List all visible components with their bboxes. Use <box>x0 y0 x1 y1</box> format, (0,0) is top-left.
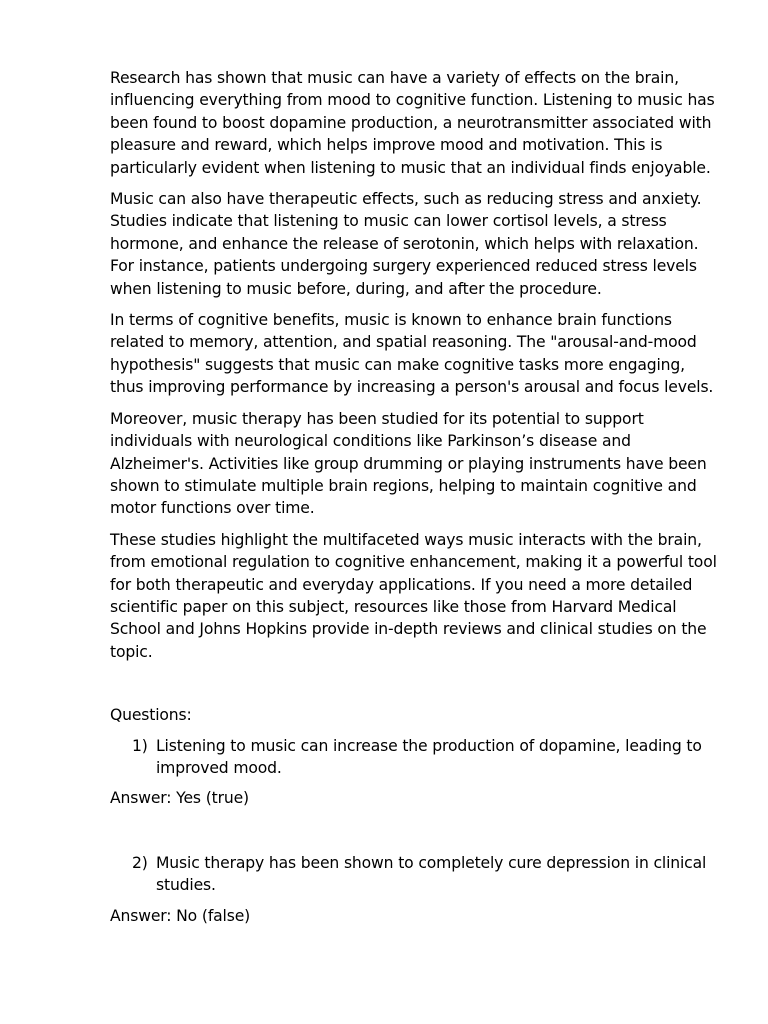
question-text: Listening to music can increase the production of dopamine, leading to improved mood. <box>156 736 702 777</box>
question-item <box>132 852 720 897</box>
paragraph-dopamine: Research has shown that music can have a variety of effects on the brain, influencing everything from mood to cognitive function. Listening to music has been found to boost dopamine production, a neurotransmitter associated with pleasure and reward, which helps improve mood and motivation. This is particularly evident when listening to music that an individual finds enjoyable. <box>110 69 715 177</box>
answer-text: Answer: No (false) <box>110 906 251 925</box>
paragraph-therapeutic: Music can also have therapeutic effects, such as reducing stress and anxiety. Studies indicate that listening to music can lower cortisol levels, a stress hormone, and enhance the release of serotonin, which helps with relaxation. For instance, patients undergoing surgery experienced reduced stress levels when listening to music before, during, and after the procedure. <box>110 190 702 298</box>
document-page <box>110 67 720 927</box>
question-number: 2) <box>132 853 148 872</box>
questions-heading: Questions: <box>110 706 192 725</box>
spacer <box>110 810 720 852</box>
question-number: 1) <box>132 736 148 755</box>
paragraph-cognitive: In terms of cognitive benefits, music is known to enhance brain functions related to memory, attention, and spatial reasoning. The "arousal-and-mood hypothesis" suggests that music can make cognitive tasks more engaging, thus improving performance by increasing a person's arousal and focus levels. <box>110 311 714 397</box>
paragraph-summary: These studies highlight the multifaceted ways music interacts with the brain, from emotional regulation to cognitive enhancement, making it a powerful tool for both therapeutic and everyday applications. If you need a more detailed scientific paper on this subject, resources like those from Harvard Medical School and Johns Hopkins provide in-depth reviews and clinical studies on the topic. <box>110 530 717 661</box>
question-text: Music therapy has been shown to completely cure depression in clinical studies. <box>156 853 707 895</box>
question-item <box>132 735 720 780</box>
paragraph-music-therapy: Moreover, music therapy has been studied for its potential to support individuals with neurological conditions like Parkinson’s disease and Alzheimer's. Activities like group drumming or playing instruments have been shown to stimulate multiple brain regions, helping to maintain cognitive and motor functions over time. <box>110 409 707 518</box>
answer-text: Answer: Yes (true) <box>110 789 249 808</box>
